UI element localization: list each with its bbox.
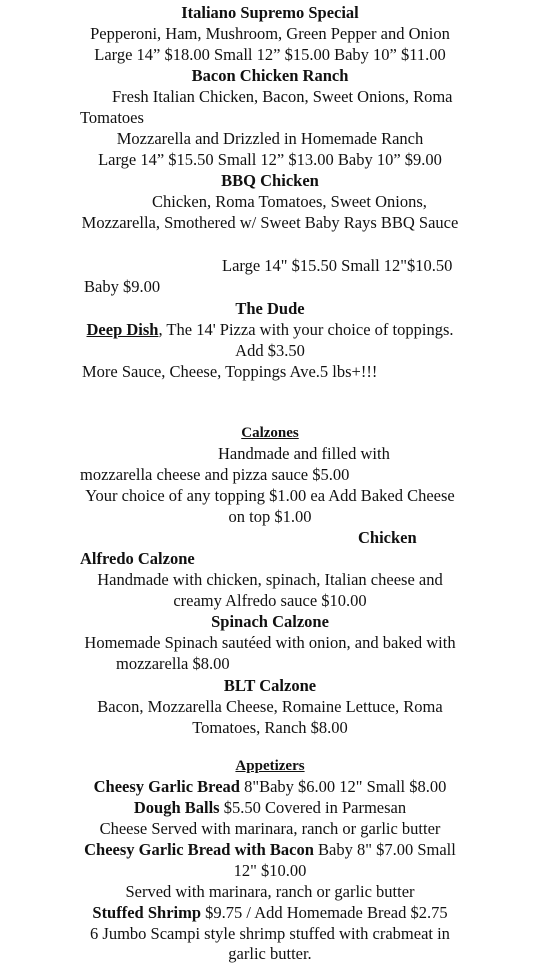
calzones-intro-2: mozzarella cheese and pizza sauce $5.00 (80, 465, 350, 484)
item-price-dough-balls: $5.50 Covered in Parmesan (219, 798, 407, 817)
item-title-italiano: Italiano Supremo Special (181, 3, 359, 22)
item-desc-bbq-2: Mozzarella, Smothered w/ Sweet Baby Rays BBQ Sauce (81, 213, 459, 232)
item-desc-blt-1: Bacon, Mozzarella Cheese, Romaine Lettuce, Roma (97, 697, 443, 716)
item-title-blt: BLT Calzone (223, 676, 317, 695)
item-title-dough-balls: Dough Balls (133, 798, 220, 817)
item-desc-dough-balls: Cheese Served with marinara, ranch or garlic butter (99, 819, 441, 838)
item-desc-blt-2: Tomatoes, Ranch $8.00 (192, 718, 348, 737)
item-desc-spinach-2: mozzarella $8.00 (116, 654, 230, 673)
item-prices-bbq-2: Baby $9.00 (84, 277, 161, 296)
item-line-garlic-bread (0, 776, 540, 797)
item-price-garlic-bread: 8"Baby $6.00 12" Small $8.00 (239, 777, 447, 796)
item-line-garlic-bacon (0, 839, 540, 860)
item-prices-italiano: Large 14” $18.00 Small 12” $15.00 Baby 10” $11.00 (94, 45, 446, 64)
item-title-spinach: Spinach Calzone (211, 612, 329, 631)
calzones-intro-1: Handmade and filled with (218, 444, 390, 463)
item-price-garlic-bacon-1: Baby 8" $7.00 Small (313, 840, 456, 859)
item-desc-alfredo-1: Handmade with chicken, spinach, Italian cheese and (97, 570, 443, 589)
item-title-shrimp: Stuffed Shrimp (92, 903, 202, 922)
item-desc-shrimp-1: 6 Jumbo Scampi style shrimp stuffed with crabmeat in (90, 924, 450, 943)
calzones-intro-3: Your choice of any topping $1.00 ea Add Baked Cheese (85, 486, 455, 505)
item-prices-bbq-1: Large 14" $15.50 Small 12"$10.50 (222, 256, 453, 275)
item-line-dough-balls (0, 797, 540, 818)
item-price-shrimp: $9.75 / Add Homemade Bread $2.75 (201, 903, 448, 922)
item-desc-dude-3: More Sauce, Cheese, Toppings Ave.5 lbs+!!! (82, 362, 378, 381)
item-title-alfredo-1: Chicken (358, 528, 417, 547)
item-price-garlic-bacon-2: 12" $10.00 (233, 861, 307, 880)
item-line-shrimp (0, 902, 540, 923)
section-title-calzones: Calzones (241, 425, 299, 441)
deep-dish-label: Deep Dish (86, 320, 159, 339)
item-desc-alfredo-2: creamy Alfredo sauce $10.00 (173, 591, 367, 610)
item-title-alfredo-2: Alfredo Calzone (80, 549, 195, 568)
item-desc-bacon-ranch-3: Mozzarella and Drizzled in Homemade Ranch (116, 129, 424, 148)
item-desc-bacon-ranch-1: Fresh Italian Chicken, Bacon, Sweet Onions, Roma (112, 87, 453, 106)
item-desc-dude-1 (0, 319, 540, 340)
item-title-garlic-bacon: Cheesy Garlic Bread with Bacon (84, 840, 314, 859)
deep-dish-desc: , The 14' Pizza with your choice of toppings. (158, 320, 454, 339)
item-desc-bacon-ranch-2: Tomatoes (80, 108, 144, 127)
item-desc-garlic-bacon: Served with marinara, ranch or garlic butter (125, 882, 415, 901)
item-title-bbq: BBQ Chicken (221, 171, 319, 190)
item-title-dude: The Dude (235, 299, 305, 318)
item-title-garlic-bread: Cheesy Garlic Bread (93, 777, 240, 796)
item-desc-shrimp-2: garlic butter. (228, 944, 312, 963)
item-desc-italiano: Pepperoni, Ham, Mushroom, Green Pepper and Onion (90, 24, 450, 43)
item-desc-spinach-1: Homemade Spinach sautéed with onion, and baked with (84, 633, 456, 652)
item-title-bacon-ranch: Bacon Chicken Ranch (191, 66, 349, 85)
item-desc-bbq-1: Chicken, Roma Tomatoes, Sweet Onions, (152, 192, 427, 211)
calzones-intro-4: on top $1.00 (228, 507, 312, 526)
item-prices-bacon-ranch: Large 14” $15.50 Small 12” $13.00 Baby 10” $9.00 (98, 150, 442, 169)
item-desc-dude-2: Add $3.50 (235, 341, 305, 360)
section-title-appetizers: Appetizers (235, 758, 305, 774)
